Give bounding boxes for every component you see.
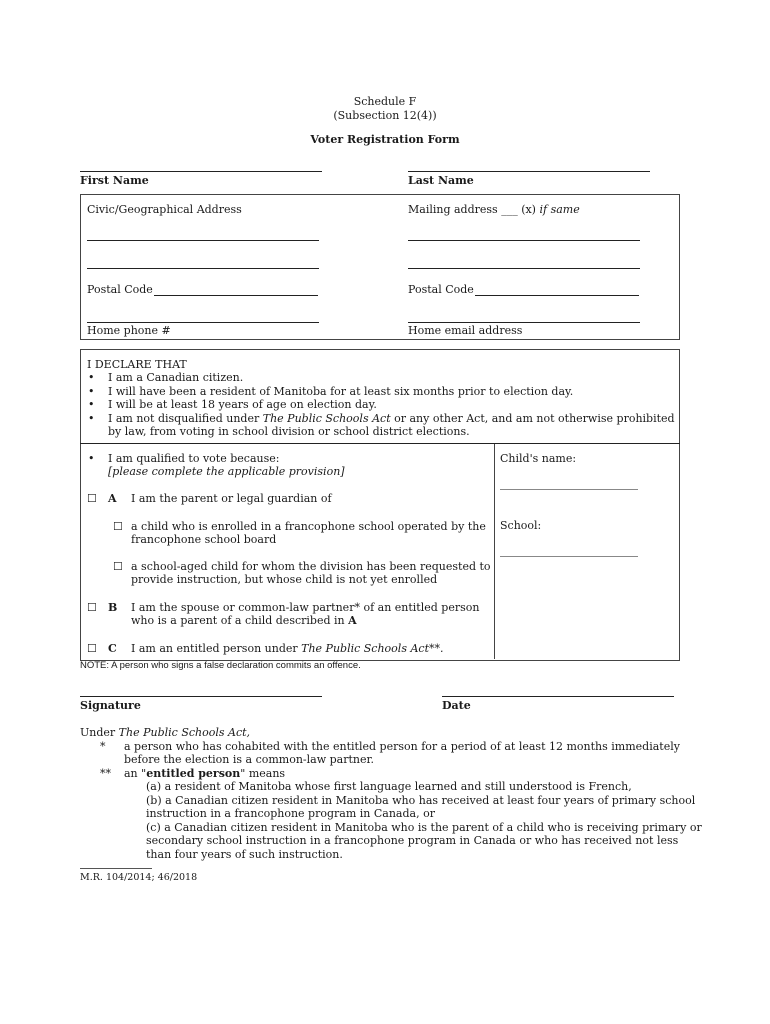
footnote-a: (a) a resident of Manitoba whose first language learned and still understood is French, — [146, 780, 632, 793]
signature-line[interactable] — [80, 696, 322, 697]
footnote-under-word: Under — [80, 726, 116, 739]
first-name-label: First Name — [80, 174, 149, 187]
checkbox-c[interactable]: ☐ — [87, 642, 97, 655]
mailing-if-same: if same — [539, 203, 580, 216]
footnote-c-line-1: (c) a Canadian citizen resident in Manitoba who is the parent of a child who is receiving primary or — [146, 821, 702, 834]
form-title: Voter Registration Form — [310, 133, 460, 146]
civic-line-1[interactable] — [87, 240, 319, 241]
home-email-label: Home email address — [408, 324, 523, 337]
option-b-line-2 — [131, 614, 357, 627]
footnote-star2: ** — [100, 767, 111, 780]
regulation-citation: M.R. 104/2014; 46/2018 — [80, 872, 198, 883]
home-phone-line[interactable] — [87, 322, 319, 323]
checkbox-b[interactable]: ☐ — [87, 601, 97, 614]
postal-code-left-label: Postal Code — [87, 283, 153, 296]
last-name-line[interactable] — [408, 171, 650, 172]
qualify-line-1: I am qualified to vote because: — [108, 452, 280, 465]
option-c-text-a: I am an entitled person under — [131, 642, 298, 655]
declare-item-4-a: I am not disqualified under — [108, 412, 260, 425]
child-column-divider — [494, 444, 495, 659]
qualify-line-2: [please complete the applicable provision] — [108, 465, 345, 478]
option-a1-line-1: a child who is enrolled in a francophone school operated by the — [131, 520, 486, 533]
home-email-line[interactable] — [408, 322, 640, 323]
footnote-b-line-1: (b) a Canadian citizen resident in Manitoba who has received at least four years of primary school — [146, 794, 696, 807]
checkbox-a1[interactable]: ☐ — [113, 520, 123, 533]
declare-item-4-b: or any other Act, and am not otherwise prohibited — [394, 412, 675, 425]
declare-heading: I DECLARE THAT — [87, 358, 187, 371]
postal-code-right-label: Postal Code — [408, 283, 474, 296]
footnote-star2-text — [124, 767, 285, 780]
footnote-c-line-2: secondary school instruction in a francophone program in Canada or who has received not less — [146, 834, 679, 847]
declare-bullet-1: • — [88, 371, 95, 384]
declaration-divider — [80, 443, 680, 444]
mailing-address-label — [408, 203, 580, 216]
school-label: School: — [500, 519, 542, 532]
declare-bullet-4: • — [88, 412, 95, 425]
childs-name-label: Child's name: — [500, 452, 577, 465]
date-line[interactable] — [442, 696, 674, 697]
schedule-label: Schedule F — [353, 95, 417, 108]
subsection-label: (Subsection 12(4)) — [333, 109, 437, 122]
option-b-line-2-bold: A — [348, 614, 357, 627]
option-c-letter: C — [108, 642, 117, 655]
checkbox-a[interactable]: ☐ — [87, 492, 97, 505]
qualify-bullet: • — [88, 452, 95, 465]
declare-item-2: I will have been a resident of Manitoba for at least six months prior to election day. — [108, 385, 574, 398]
footnote-star1: * — [100, 740, 106, 753]
option-a-text: I am the parent or legal guardian of — [131, 492, 332, 505]
school-line[interactable] — [500, 556, 638, 557]
signature-label: Signature — [80, 699, 141, 712]
childs-name-line[interactable] — [500, 489, 638, 490]
option-c-text — [131, 642, 443, 655]
last-name-label: Last Name — [408, 174, 474, 187]
declare-item-4-act: The Public Schools Act — [262, 412, 391, 425]
declare-item-4-c: by law, from voting in school division or school district elections. — [108, 425, 470, 438]
postal-code-right-line[interactable] — [475, 295, 639, 296]
option-b-line-1: I am the spouse or common-law partner* of an entitled person — [131, 601, 480, 614]
option-b-line-2-text: who is a parent of a child described in — [131, 614, 345, 627]
option-a2-line-2: provide instruction, but whose child is not yet enrolled — [131, 573, 438, 586]
option-a1-line-2: francophone school board — [131, 533, 277, 546]
false-declaration-note: NOTE: A person who signs a false declaration commits an offence. — [80, 660, 361, 671]
footnote-act: The Public Schools Act, — [118, 726, 251, 739]
mailing-line-2[interactable] — [408, 268, 640, 269]
option-a-letter: A — [108, 492, 117, 505]
declare-item-3: I will be at least 18 years of age on election day. — [108, 398, 377, 411]
footnote-c-line-3: than four years of such instruction. — [146, 848, 343, 861]
first-name-line[interactable] — [80, 171, 322, 172]
citation-rule — [80, 868, 152, 869]
footnote-star2-bold: entitled person — [146, 767, 241, 780]
declare-bullet-3: • — [88, 398, 95, 411]
civic-address-label: Civic/Geographical Address — [87, 203, 242, 216]
footnote-star1-line-2: before the election is a common-law partner. — [124, 753, 375, 766]
option-c-act: The Public Schools Act**. — [301, 642, 444, 655]
checkbox-a2[interactable]: ☐ — [113, 560, 123, 573]
declare-bullet-2: • — [88, 385, 95, 398]
date-label: Date — [442, 699, 471, 712]
qualify-line-2-text: please complete the applicable provision — [112, 465, 341, 478]
home-phone-label: Home phone # — [87, 324, 171, 337]
footnote-star1-line-1: a person who has cohabited with the entitled person for a period of at least 12 months immediately — [124, 740, 680, 753]
footnote-star2-a: an " — [124, 767, 147, 780]
mailing-line-1[interactable] — [408, 240, 640, 241]
footnote-b-line-2: instruction in a francophone program in Canada, or — [146, 807, 435, 820]
option-a2-line-1: a school-aged child for whom the division has been requested to — [131, 560, 491, 573]
civic-line-2[interactable] — [87, 268, 319, 269]
option-b-letter: B — [108, 601, 118, 614]
mailing-address-text: Mailing address ___ (x) — [408, 203, 536, 216]
declare-item-4 — [108, 412, 675, 425]
footnote-star2-b: " means — [240, 767, 286, 780]
footnote-under — [80, 726, 250, 739]
declare-item-1: I am a Canadian citizen. — [108, 371, 244, 384]
postal-code-left-line[interactable] — [154, 295, 318, 296]
